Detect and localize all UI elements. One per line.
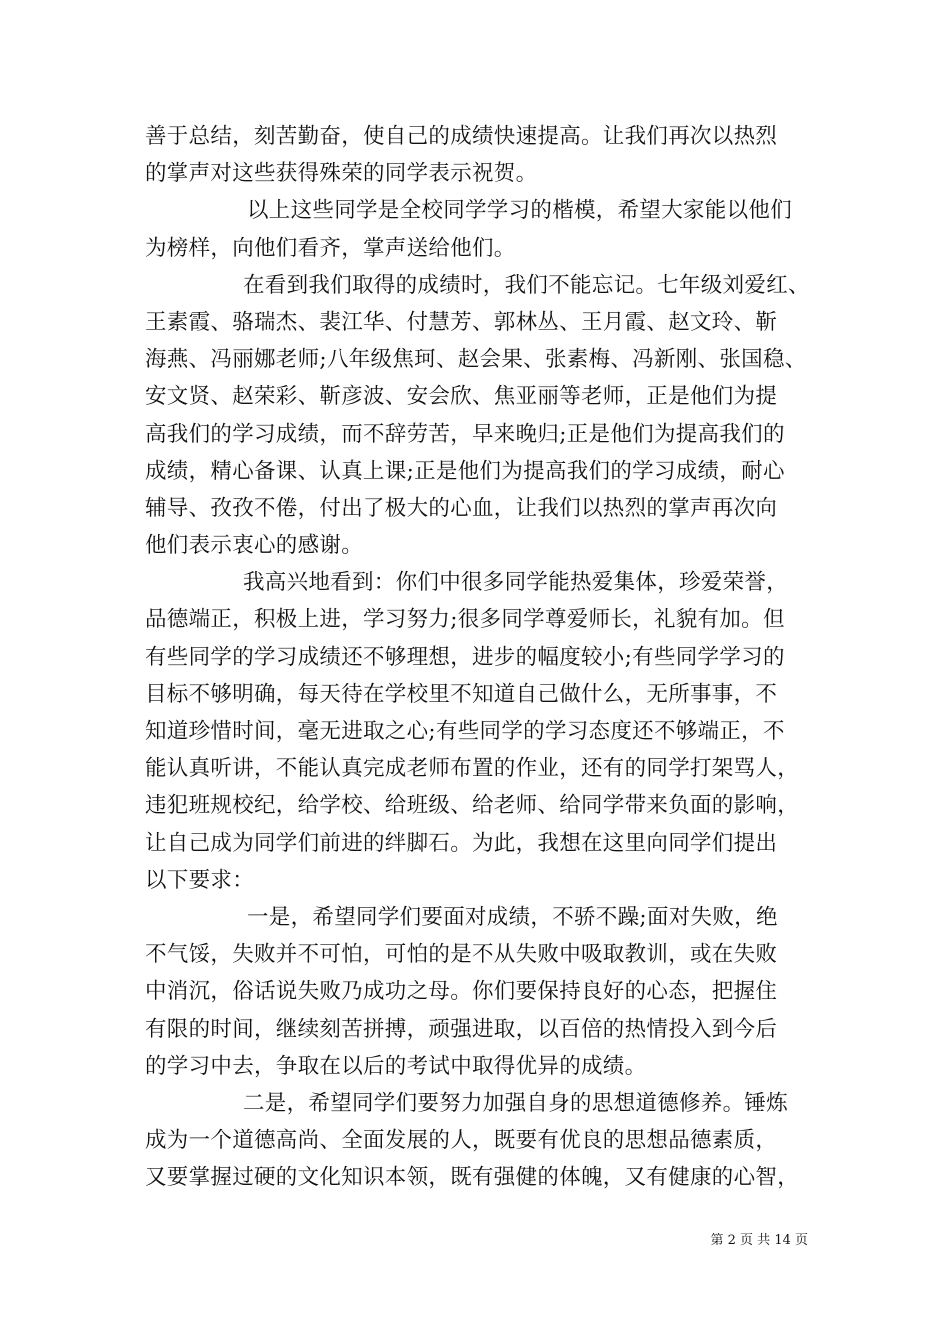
text-line: 知道珍惜时间，毫无进取之心;有些同学的学习态度还不够端正，不 [145, 719, 785, 744]
text-line: 在看到我们取得的成绩时，我们不能忘记。七年级刘爱红、 [243, 272, 810, 298]
text-line: 的掌声对这些获得殊荣的同学表示祝贺。 [145, 161, 538, 187]
text-line: 品德端正，积极上进，学习努力;很多同学尊爱师长，礼貌有加。但 [145, 607, 785, 633]
paragraph [145, 564, 817, 899]
text-line: 不气馁，失败并不可怕，可怕的是不从失败中吸取教训，或在失败 [145, 942, 778, 968]
text-line: 安文贤、赵荣彩、靳彦波、安会欣、焦亚丽等老师，正是他们为提 [145, 384, 778, 410]
text-line: 我高兴地看到：你们中很多同学能热爱集体，珍爱荣誉， [243, 570, 789, 596]
text-line: 王素霞、骆瑞杰、裴江华、付慧芳、郭林丛、王月霞、赵文玲、靳 [145, 309, 778, 335]
text-line: 中消沉，俗话说失败乃成功之母。你们要保持良好的心态，把握住 [145, 979, 778, 1005]
paragraph [145, 192, 817, 266]
text-line: 二是，希望同学们要努力加强自身的思想道德修养。锤炼 [243, 1090, 789, 1116]
text-line: 以上这些同学是全校同学学习的楷模，希望大家能以他们 [247, 198, 793, 224]
text-line: 有些同学的学习成绩还不够理想，进步的幅度较小;有些同学学习的 [145, 644, 785, 670]
text-line: 以下要求： [145, 867, 255, 893]
text-line: 让自己成为同学们前进的绊脚石。为此，我想在这里向同学们提出 [145, 830, 778, 856]
text-line: 目标不够明确，每天待在学校里不知道自己做什么，无所事事，不 [145, 681, 778, 707]
text-line: 辅导、孜孜不倦，付出了极大的心血，让我们以热烈的掌声再次向 [145, 495, 778, 521]
paragraph [145, 267, 817, 565]
text-line: 一是，希望同学们要面对成绩，不骄不躁;面对失败，绝 [247, 904, 778, 930]
document-body [145, 118, 817, 1196]
text-line: 违犯班规校纪，给学校、给班级、给老师、给同学带来负面的影响， [145, 793, 800, 819]
text-line: 高我们的学习成绩，而不辞劳苦，早来晚归;正是他们为提高我们的 [145, 421, 785, 447]
text-line: 海燕、冯丽娜老师;八年级焦珂、赵会果、张素梅、冯新刚、张国稳、 [145, 347, 807, 373]
text-line: 有限的时间，继续刻苦拼搏，顽强进取，以百倍的热情投入到今后 [145, 1016, 778, 1042]
paragraph [145, 118, 817, 192]
paragraph [145, 1085, 817, 1197]
text-line: 能认真听讲，不能认真完成老师布置的作业，还有的同学打架骂人， [145, 756, 800, 782]
page-number-footer: 第 2 页 共 14 页 [710, 1233, 808, 1248]
text-line: 成为一个道德高尚、全面发展的人，既要有优良的思想品德素质， [145, 1128, 778, 1154]
text-line: 为榜样，向他们看齐，掌声送给他们。 [145, 235, 516, 261]
text-line: 善于总结，刻苦勤奋，使自己的成绩快速提高。让我们再次以热烈 [145, 124, 778, 149]
text-line: 他们表示衷心的感谢。 [145, 533, 364, 559]
text-line: 成绩，精心备课、认真上课;正是他们为提高我们的学习成绩，耐心 [145, 458, 785, 484]
text-line: 又要掌握过硬的文化知识本领，既有强健的体魄，又有健康的心智， [145, 1165, 800, 1191]
text-line: 的学习中去，争取在以后的考试中取得优异的成绩。 [145, 1053, 647, 1079]
paragraph [145, 899, 817, 1085]
